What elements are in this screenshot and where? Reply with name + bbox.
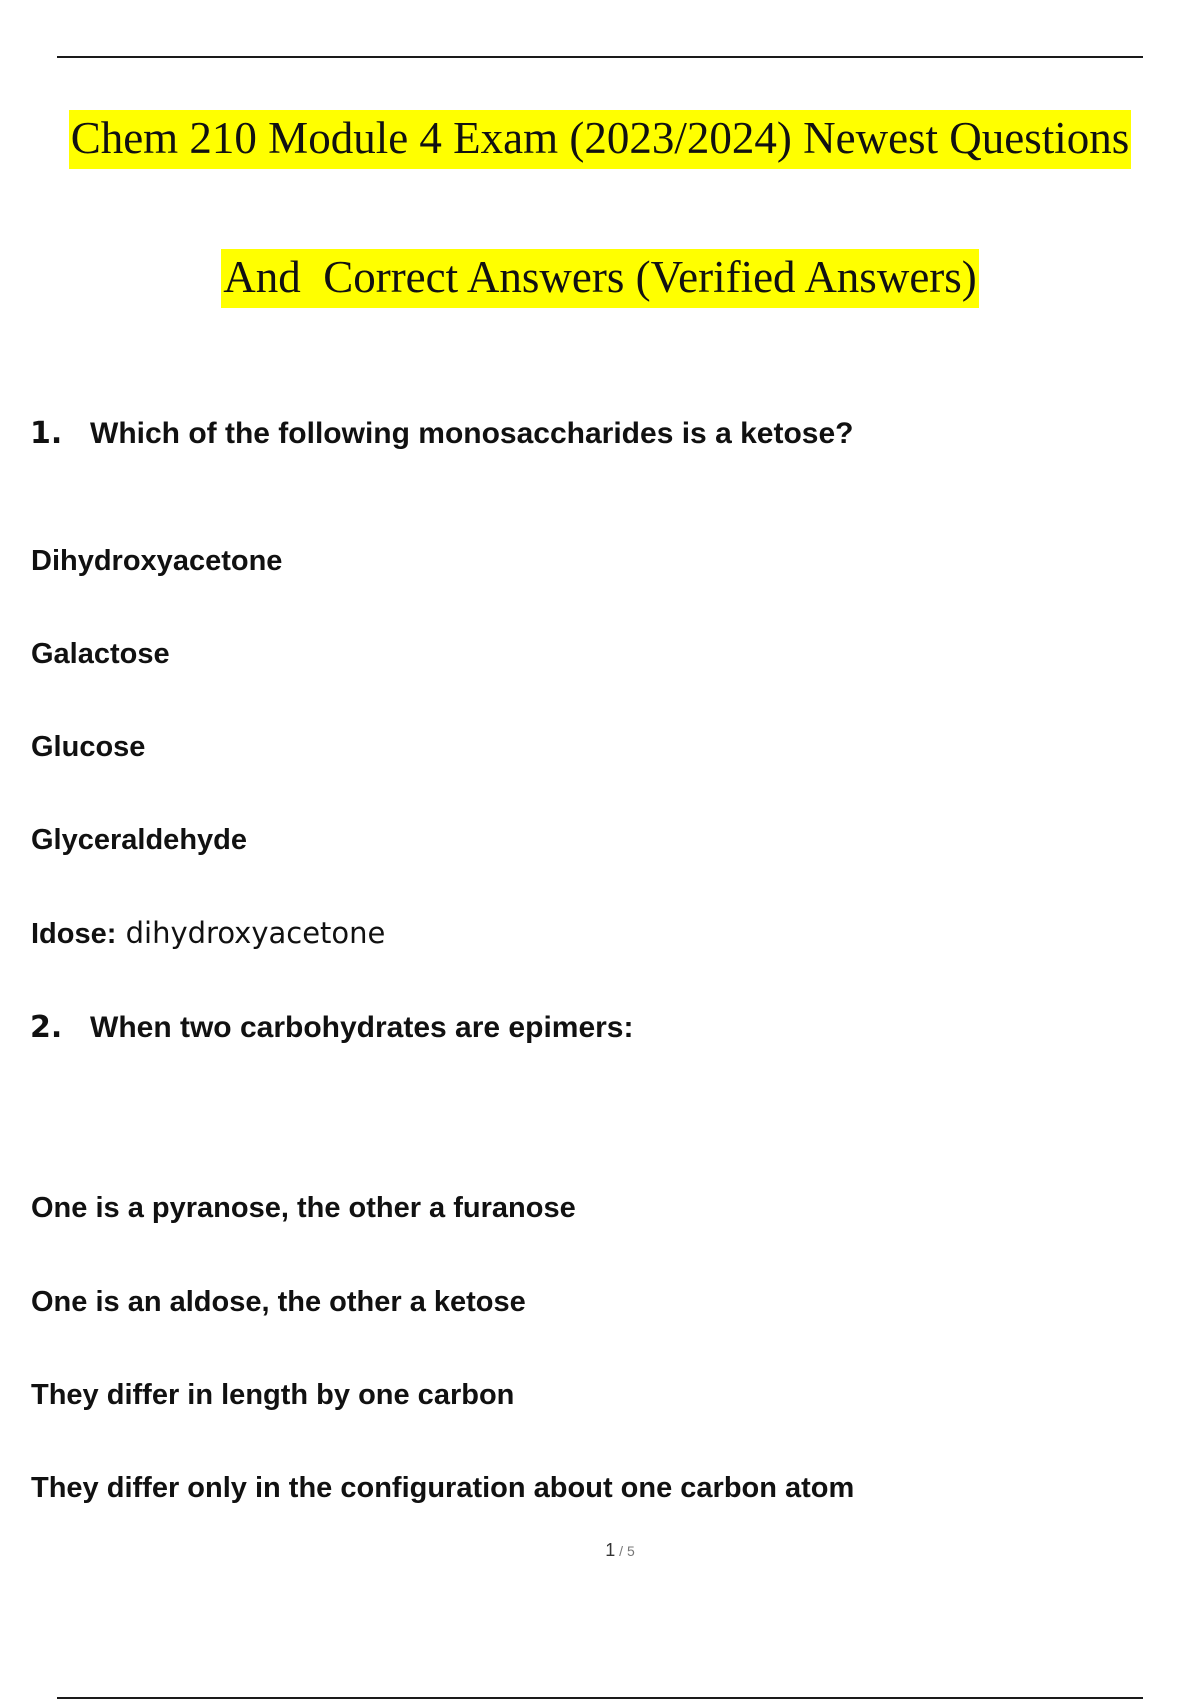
document-title-line-1	[0, 113, 1200, 163]
question-1-option-4: Glyceraldehyde	[31, 824, 247, 856]
question-1-answer: dihydroxyacetone	[116, 916, 386, 950]
question-1-option-5-label: Idose:	[31, 918, 117, 950]
question-2-text: When two carbohydrates are epimers:	[90, 1011, 634, 1044]
document-title-line-2	[0, 252, 1200, 302]
page-total: 5	[626, 1543, 635, 1559]
title-highlight-1: Chem 210 Module 4 Exam (2023/2024) Newest Questions	[69, 110, 1132, 169]
question-1-number: 1.	[30, 416, 63, 451]
title-highlight-2: And Correct Answers (Verified Answers)	[221, 249, 979, 308]
question-2-option-1: One is a pyranose, the other a furanose	[31, 1192, 576, 1224]
question-1-option-5	[31, 916, 385, 951]
question-2-option-4: They differ only in the configuration about one carbon atom	[31, 1472, 855, 1504]
page-current: 1	[605, 1540, 616, 1560]
question-2	[30, 1010, 634, 1045]
question-1-option-2: Galactose	[31, 638, 170, 670]
bottom-rule	[57, 1697, 1143, 1699]
top-rule	[57, 56, 1143, 58]
question-1	[30, 416, 853, 451]
question-1-option-1: Dihydroxyacetone	[31, 545, 283, 577]
question-2-option-2: One is an aldose, the other a ketose	[31, 1286, 526, 1318]
page-separator: /	[615, 1543, 627, 1559]
question-2-option-3: They differ in length by one carbon	[31, 1379, 515, 1411]
page-number	[0, 1540, 1200, 1561]
question-2-number: 2.	[30, 1010, 63, 1045]
question-1-option-3: Glucose	[31, 731, 146, 763]
question-1-text: Which of the following monosaccharides is a ketose?	[90, 417, 854, 450]
